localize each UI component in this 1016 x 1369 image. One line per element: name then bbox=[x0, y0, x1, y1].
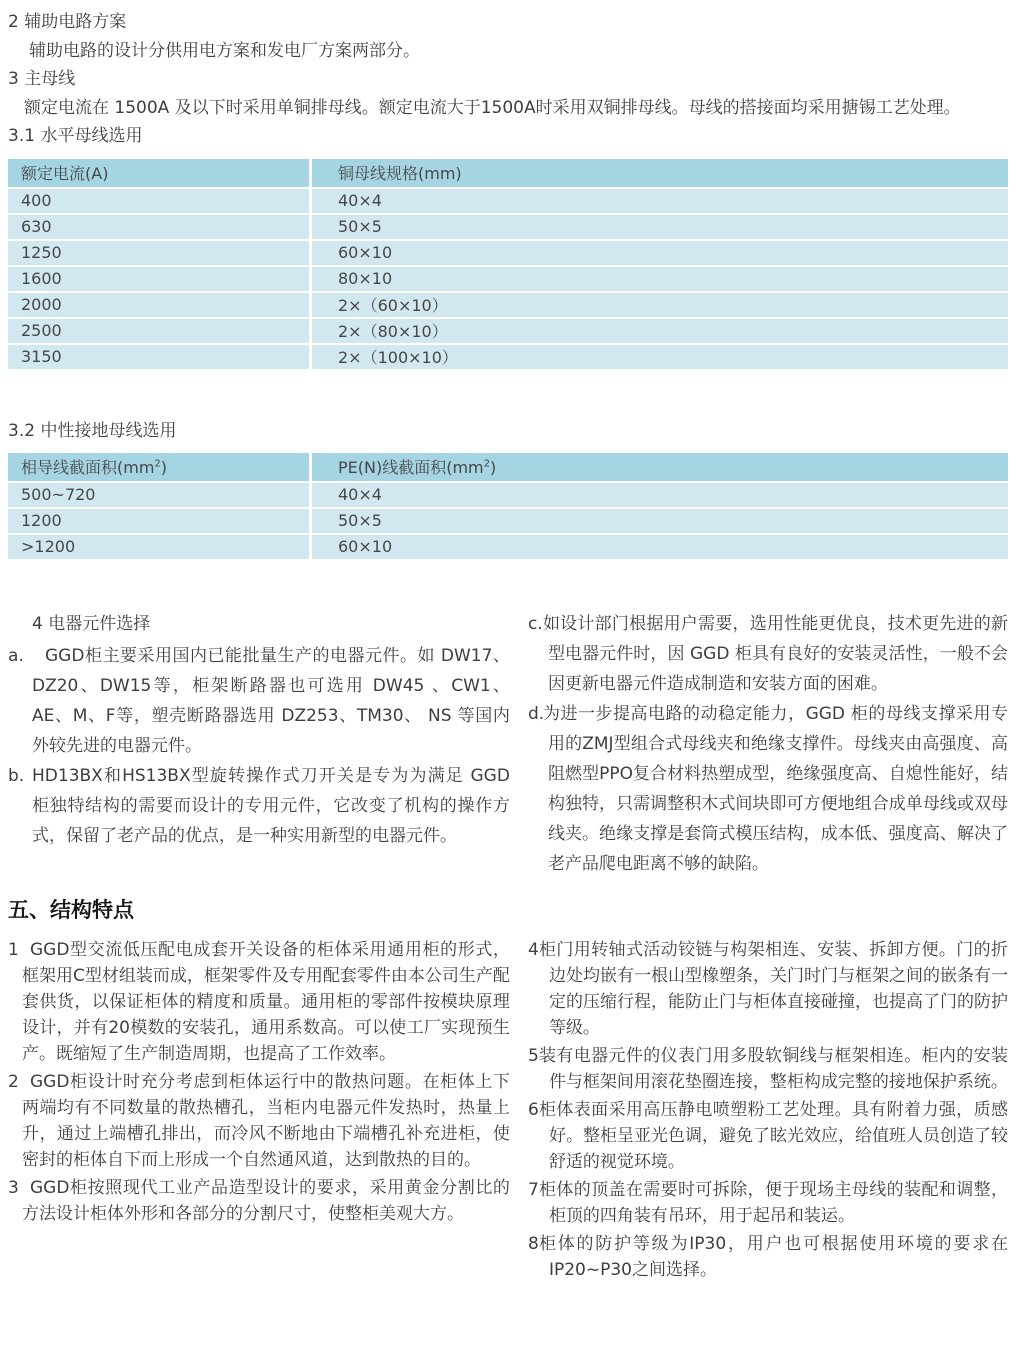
table-cell: >1200 bbox=[8, 533, 309, 559]
item-marker: d. bbox=[527, 703, 545, 724]
table-cell: 50×5 bbox=[309, 213, 1008, 239]
components-section bbox=[8, 609, 1008, 879]
table-row bbox=[8, 343, 1008, 369]
item-marker: 3 bbox=[8, 1177, 19, 1198]
item-marker: b. bbox=[8, 765, 25, 786]
table-cell: 2500 bbox=[8, 317, 309, 343]
table-header-row bbox=[8, 453, 1008, 481]
item-marker: c. bbox=[527, 613, 543, 634]
table-cell: 60×10 bbox=[309, 239, 1008, 265]
item-text: GGD柜主要采用国内已能批量生产的电器元件。如 DW17、DZ20、DW15等，柜架断路器也可选用 DW45 、CW1、 AE、M、F等，塑壳断路器选用 DZ253、TM30、 NS 等国内外较先进的电器元件。 bbox=[32, 645, 510, 756]
item-text: 如设计部门根据用户需要，选用性能更优良，技术更先进的新型电器元件时，因 GGD 柜具有良好的安装灵活性，一般不会因更新电器元件造成制造和安装方面的困难。 bbox=[542, 613, 1008, 694]
section-3-paragraph: 额定电流在 1500A 及以下时采用单铜排母线。额定电流大于1500A时采用双铜排母线。母线的搭接面均采用搪锡工艺处理。 bbox=[24, 97, 961, 118]
table-cell: 40×4 bbox=[309, 481, 1008, 507]
item-marker: 2 bbox=[8, 1071, 19, 1092]
item-text: GGD柜按照现代工业产品造型设计的要求，采用黄金分割比的方法设计柜体外形和各部分的分割尺寸，使整柜美观大方。 bbox=[22, 1177, 510, 1224]
list-item bbox=[528, 1231, 1008, 1283]
header-text: ) bbox=[160, 458, 168, 477]
header-text: ) bbox=[490, 458, 497, 477]
section-2-paragraph: 辅助电路的设计分供用电方案和发电厂方案两部分。 bbox=[29, 40, 420, 61]
table-cell: 630 bbox=[8, 213, 309, 239]
horizontal-busbar-table bbox=[8, 159, 1008, 369]
table-row bbox=[8, 213, 1008, 239]
section-5-heading: 五、结构特点 bbox=[8, 897, 134, 922]
list-item bbox=[528, 699, 1008, 879]
table-cell: 2×（80×10） bbox=[309, 317, 1008, 343]
table-cell: 1250 bbox=[8, 239, 309, 265]
list-item bbox=[528, 1177, 1008, 1229]
table-row bbox=[8, 291, 1008, 317]
item-text: HD13BX和HS13BX型旋转操作式刀开关是专为为满足 GGD 柜独特结构的需要而设计的专用元件，它改变了机构的操作方式，保留了老产品的优点，是一种实用新型的电器元件。 bbox=[32, 765, 510, 846]
table-header-row bbox=[8, 159, 1008, 187]
item-text: 装有电器元件的仪表门用多股软铜线与框架相连。柜内的安装件与框架间用滚花垫圈连接，整柜构成完整的接地保护系统。 bbox=[538, 1045, 1008, 1092]
list-item bbox=[528, 1043, 1008, 1095]
table-cell: 500~720 bbox=[8, 481, 309, 507]
list-item bbox=[528, 609, 1008, 699]
structure-section bbox=[8, 937, 1008, 1283]
structure-left-column bbox=[8, 937, 510, 1227]
section-3-1-heading: 3.1 水平母线选用 bbox=[8, 126, 143, 146]
section-2-heading: 2 辅助电路方案 bbox=[8, 12, 127, 32]
table-row bbox=[8, 317, 1008, 343]
list-item bbox=[8, 937, 510, 1067]
table-cell: 2×（60×10） bbox=[309, 291, 1008, 317]
table-header-cell: 额定电流(A) bbox=[8, 159, 309, 187]
table-cell: 1600 bbox=[8, 265, 309, 291]
header-text: PE(N)线截面积(mm bbox=[338, 458, 484, 477]
table-cell: 1200 bbox=[8, 507, 309, 533]
list-item bbox=[8, 1175, 510, 1227]
table-cell: 60×10 bbox=[309, 533, 1008, 559]
item-marker: 4 bbox=[527, 939, 539, 960]
item-marker: 1 bbox=[8, 939, 19, 960]
table-row bbox=[8, 533, 1008, 559]
item-text: 为进一步提高电路的动稳定能力，GGD 柜的母线支撑采用专用的ZMJ型组合式母线夹和绝缘支撑件。母线夹由高强度、高阻燃型PPO复合材料热塑成型，绝缘强度高、自熄性能好，结构独特，只需调整积木式间块即可方便地组合成单母线或双母线夹。绝缘支撑是套筒式模压结构，成本低、强度高、解决了老产品爬电距离不够的缺陷。 bbox=[542, 703, 1008, 874]
table-row bbox=[8, 507, 1008, 533]
item-marker: 7 bbox=[527, 1179, 539, 1200]
table-row bbox=[8, 187, 1008, 213]
table-header-cell bbox=[8, 453, 309, 481]
item-text: 柜体的防护等级为IP30，用户也可根据使用环境的要求在IP20~P30之间选择。 bbox=[538, 1233, 1008, 1280]
section-3-2-heading: 3.2 中性接地母线选用 bbox=[8, 420, 177, 441]
table-cell: 40×4 bbox=[309, 187, 1008, 213]
table-cell: 80×10 bbox=[309, 265, 1008, 291]
list-item bbox=[528, 937, 1008, 1041]
section-3-heading: 3 主母线 bbox=[8, 69, 76, 89]
item-text: 柜体的顶盖在需要时可拆除，便于现场主母线的装配和调整，柜顶的四角装有吊环，用于起吊和装运。 bbox=[538, 1179, 1008, 1226]
list-item bbox=[8, 641, 510, 761]
structure-right-column bbox=[528, 937, 1008, 1283]
item-text: 柜门用转轴式活动铰链与构架相连、安装、拆卸方便。门的折边处均嵌有一根山型橡塑条，关门时门与框架之间的嵌条有一定的压缩行程，能防止门与柜体直接碰撞，也提高了门的防护等级。 bbox=[538, 939, 1008, 1038]
table-row bbox=[8, 239, 1008, 265]
components-left-column bbox=[8, 609, 510, 851]
table-cell: 3150 bbox=[8, 343, 309, 369]
intro-block bbox=[8, 8, 1008, 151]
item-marker: a. bbox=[8, 645, 24, 666]
header-superscript: 2 bbox=[483, 458, 491, 470]
table-header-cell bbox=[309, 453, 1008, 481]
table-cell: 400 bbox=[8, 187, 309, 213]
table-header-cell: 铜母线规格(mm) bbox=[309, 159, 1008, 187]
item-marker: 5 bbox=[527, 1045, 539, 1066]
list-item bbox=[8, 761, 510, 851]
table-row bbox=[8, 481, 1008, 507]
item-text: GGD柜设计时充分考虑到柜体运行中的散热问题。在柜体上下两端均有不同数量的散热槽孔，当柜内电器元件发热时，热量上升，通过上端槽孔排出，而冷风不断地由下端槽孔补充进柜，使密封的柜体自下而上形成一个自然通风道，达到散热的目的。 bbox=[22, 1071, 510, 1170]
header-text: 相导线截面积(mm bbox=[21, 458, 155, 477]
table-cell: 2×（100×10） bbox=[309, 343, 1008, 369]
table-row bbox=[8, 265, 1008, 291]
neutral-busbar-table bbox=[8, 453, 1008, 559]
item-text: 柜体表面采用高压静电喷塑粉工艺处理。具有附着力强，质感好。整柜呈亚光色调，避免了眩光效应，给值班人员创造了较舒适的视觉环境。 bbox=[538, 1099, 1008, 1172]
item-marker: 6 bbox=[527, 1099, 539, 1120]
table-cell: 2000 bbox=[8, 291, 309, 317]
item-marker: 8 bbox=[527, 1233, 539, 1254]
item-text: GGD型交流低压配电成套开关设备的柜体采用通用柜的形式，框架用C型材组装而成，框架零件及专用配套零件由本公司生产配套供货，以保证柜体的精度和质量。通用柜的零部件按模块原理设计，并有20模数的安装孔，通用系数高。可以使工厂实现预生产。既缩短了生产制造周期，也提高了工作效率。 bbox=[22, 939, 510, 1064]
list-item bbox=[8, 1069, 510, 1173]
table-cell: 50×5 bbox=[309, 507, 1008, 533]
list-item bbox=[528, 1097, 1008, 1175]
section-4-heading: 4 电器元件选择 bbox=[32, 613, 151, 634]
components-right-column bbox=[528, 609, 1008, 879]
header-superscript: 2 bbox=[154, 458, 161, 470]
